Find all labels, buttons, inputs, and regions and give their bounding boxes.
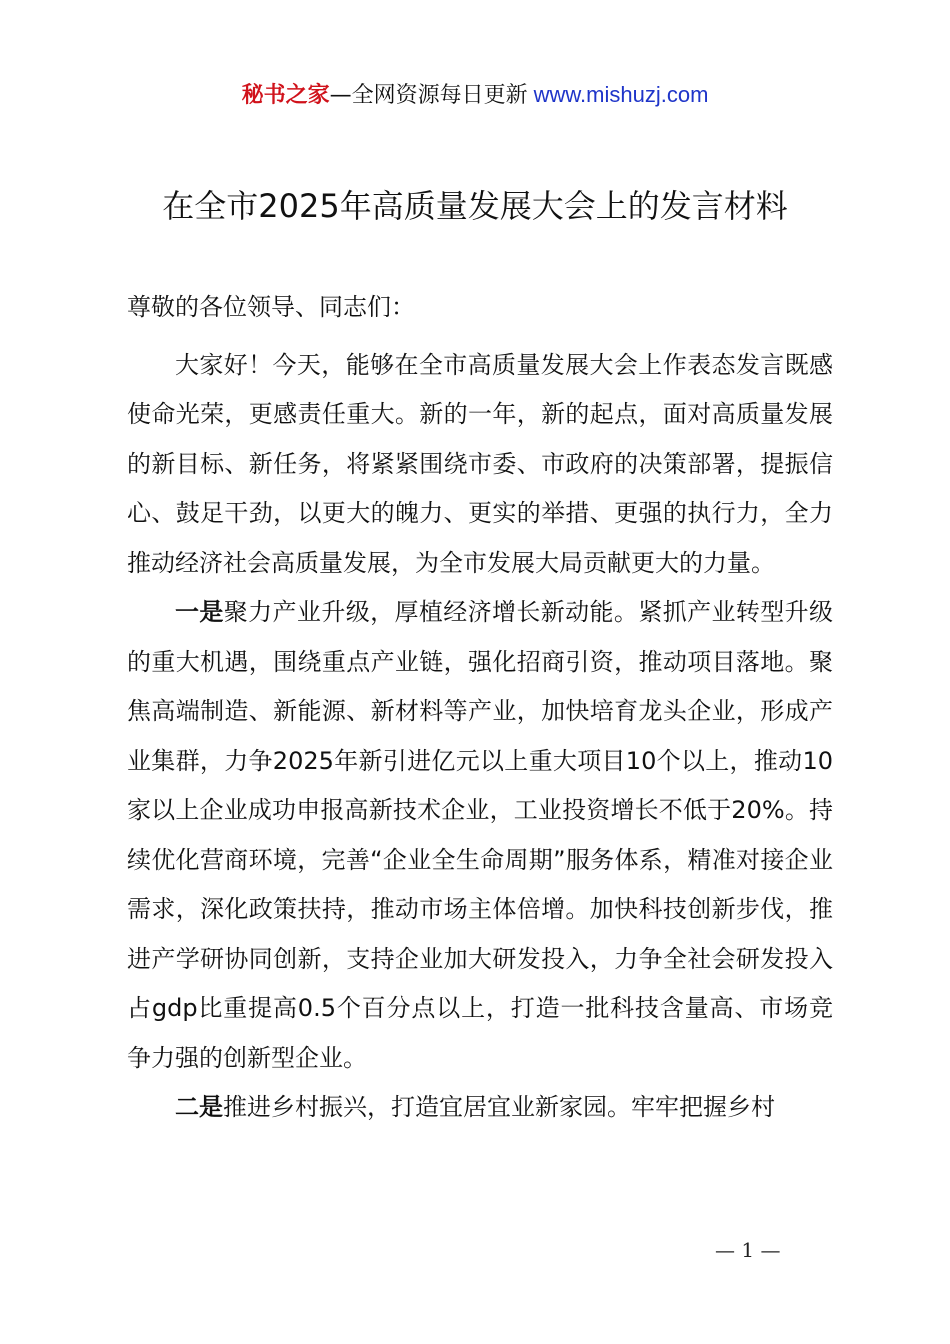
paragraph-point-one <box>127 588 833 1083</box>
paragraph-lead: 一是 <box>175 598 224 626</box>
paragraph-text: 推进乡村振兴，打造宜居宜业新家园。牢牢把握乡村 <box>223 1093 775 1121</box>
brand-name: 秘书之家 <box>241 83 330 108</box>
banner-tagline: —全网资源每日更新 <box>329 83 528 108</box>
document-body <box>127 283 833 1133</box>
paragraph-lead: 二是 <box>175 1093 223 1121</box>
site-url-link[interactable]: www.mishuzj.com <box>533 82 709 107</box>
paragraph-intro <box>127 341 833 589</box>
paragraph-text: 聚力产业升级，厚植经济增长新动能。紧抓产业转型升级的重大机遇，围绕重点产业链，强化招商引资，推动项目落地。聚焦高端制造、新能源、新材料等产业，加快培育龙头企业，形成产业集群，力争2025年新引进亿元以上重大项目10个以上，推动10家以上企业成功申报高新技术企业，工业投资增长不低于20%。持续优化营商环境，完善“企业全生命周期”服务体系，精准对接企业需求，深化政策扶持，推动市场主体倍增。加快科技创新步伐，推进产学研协同创新，支持企业加大研发投入，力争全社会研发投入占gdp比重提高0.5个百分点以上，打造一批科技含量高、市场竞争力强的创新型企业。 <box>127 598 834 1072</box>
document-title: 在全市2025年高质量发展大会上的发言材料 <box>162 187 788 225</box>
site-banner <box>0 78 950 113</box>
page-number: — 1 — <box>715 1238 781 1262</box>
paragraph-text: 大家好！今天，能够在全市高质量发展大会上作表态发言既感使命光荣，更感责任重大。新的一年，新的起点，面对高质量发展的新目标、新任务，将紧紧围绕市委、市政府的决策部署，提振信心、鼓足干劲，以更大的魄力、更实的举措、更强的执行力，全力推动经济社会高质量发展，为全市发展大局贡献更大的力量。 <box>127 350 833 577</box>
paragraph-point-two <box>127 1083 833 1133</box>
salutation: 尊敬的各位领导、同志们： <box>127 293 415 321</box>
